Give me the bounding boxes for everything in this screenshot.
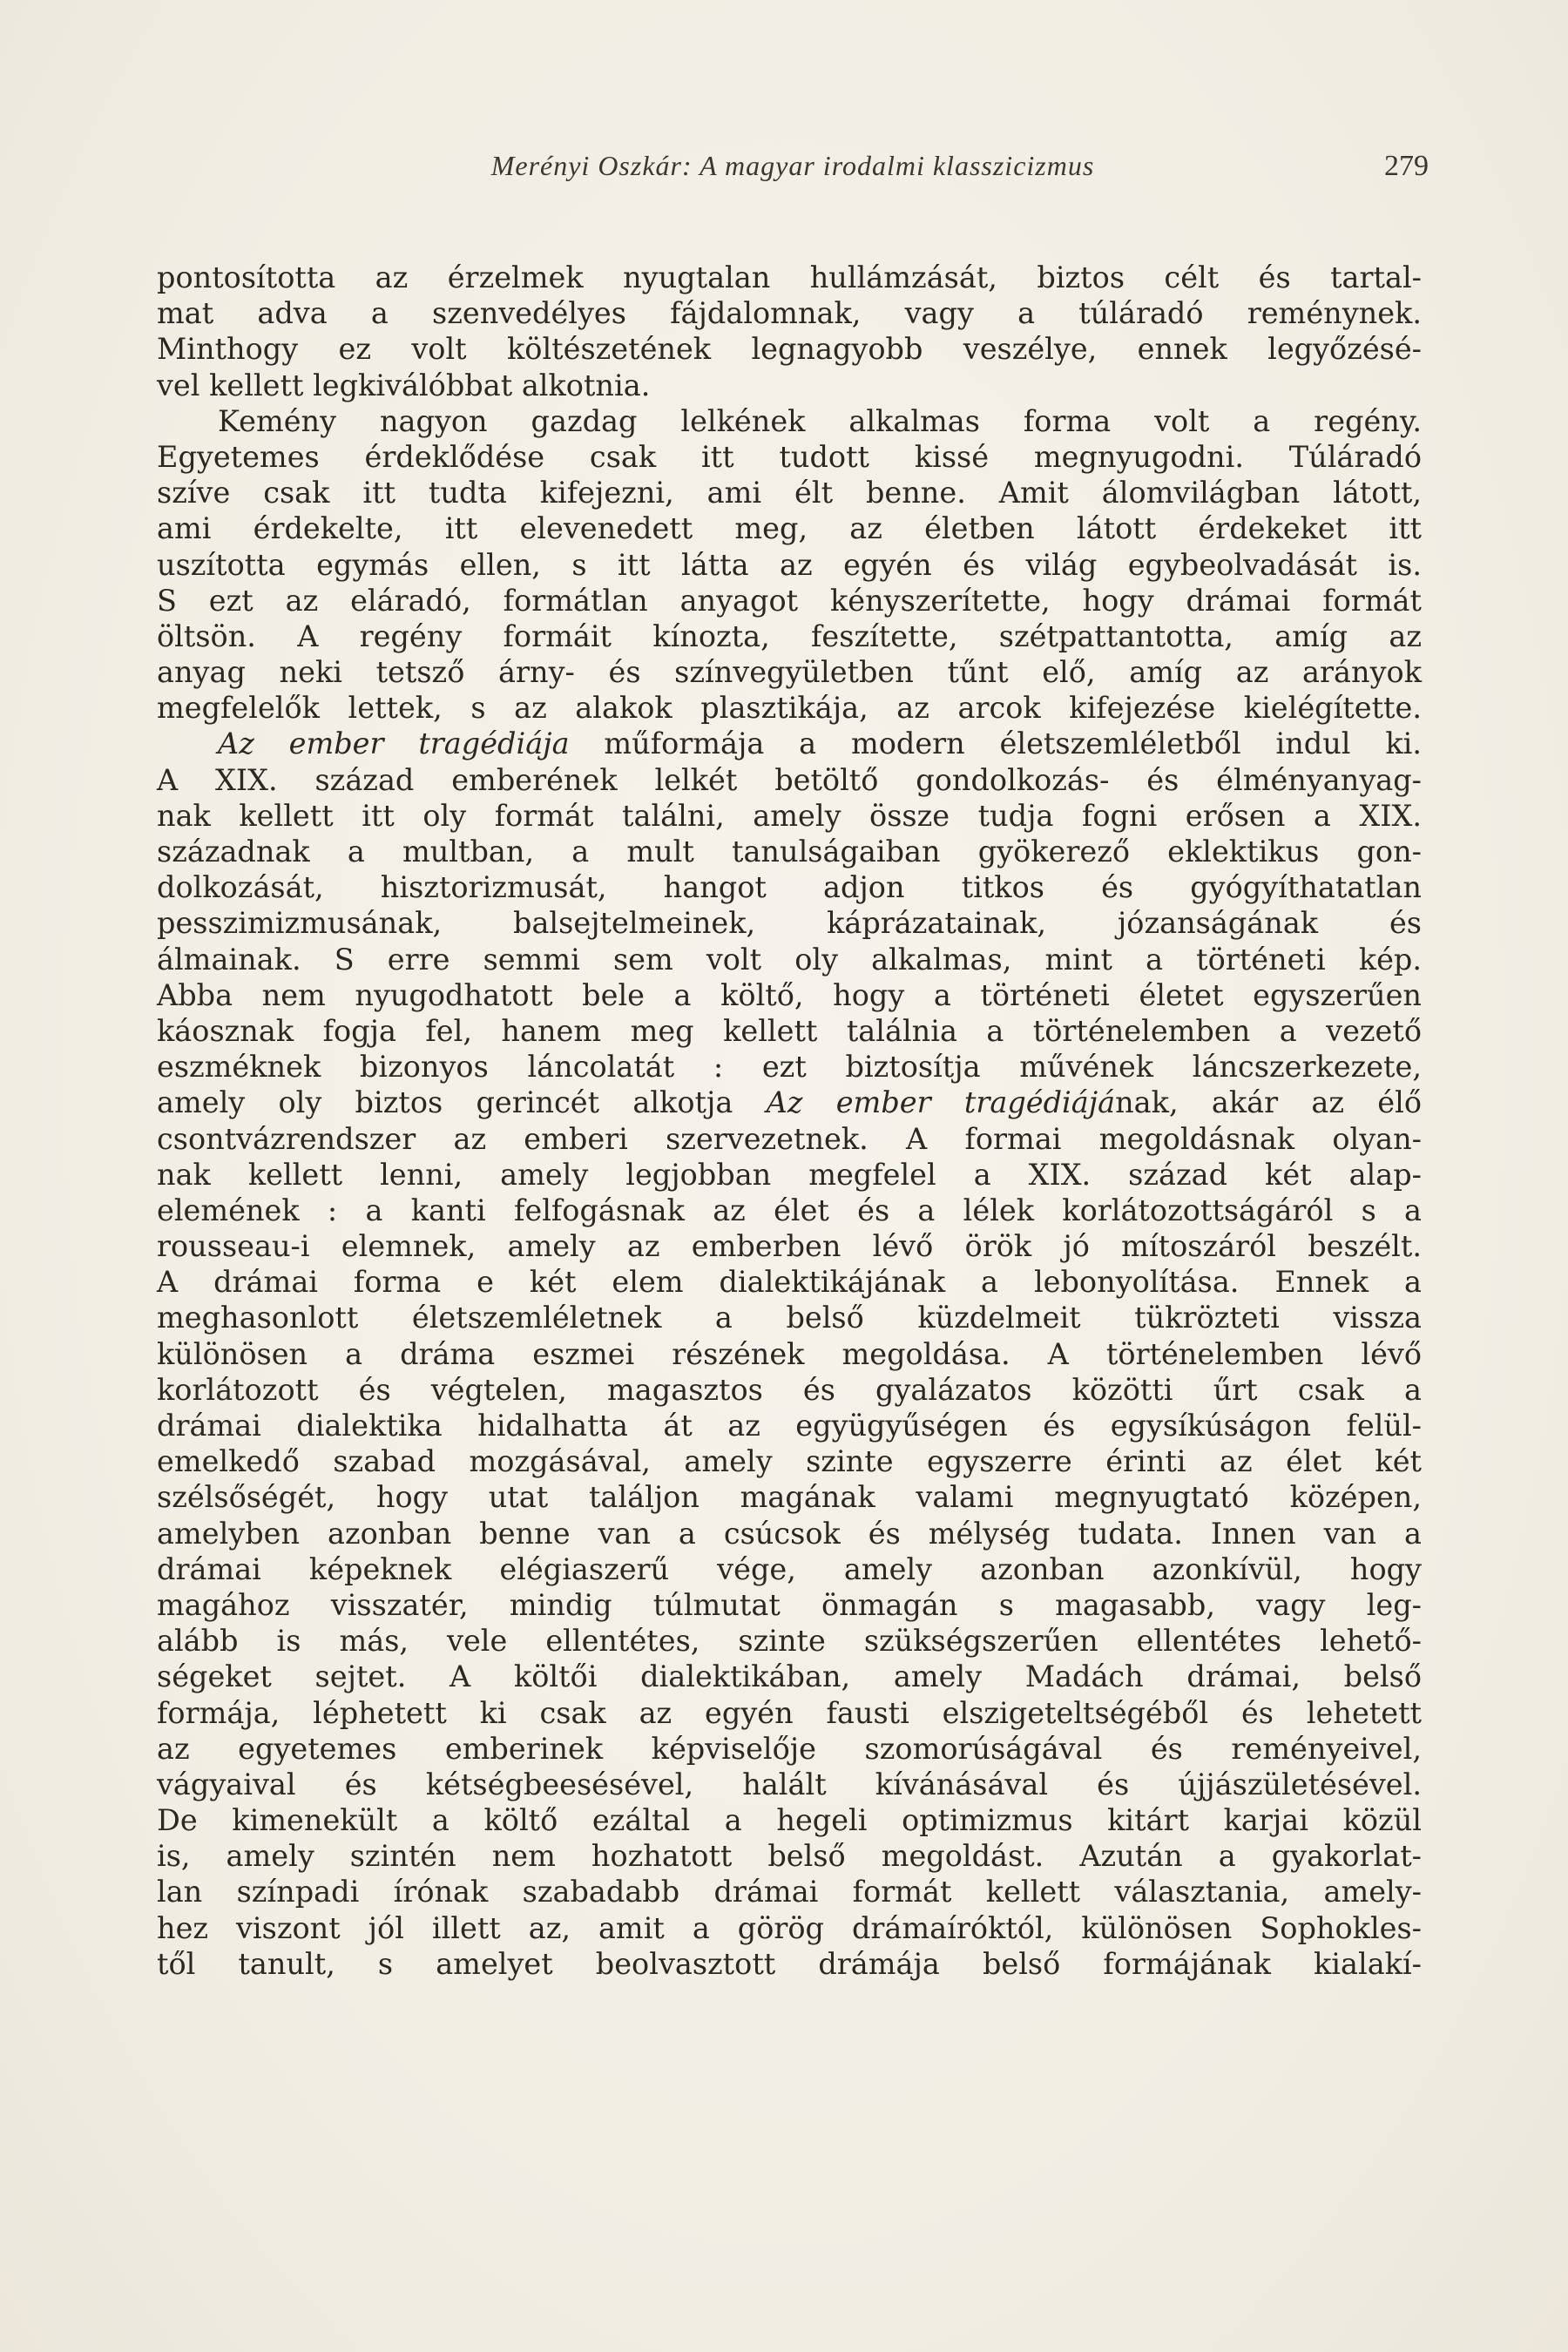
text-line: megfelelők lettek, s az alakok plasztikája, az arcok kifejezése kielégítette.	[157, 691, 1422, 726]
text-line: Egyetemes érdeklődése csak itt tudott kissé megnyugodni. Túláradó	[157, 439, 1422, 474]
text-line: hez viszont jól illett az, amit a görög drámaíróktól, különösen Sophokles-	[157, 1910, 1422, 1945]
text-line: drámai dialektika hidalhatta át az együgyűségen és egysíkúságon felül-	[157, 1409, 1422, 1443]
text-line: mat adva a szenvedélyes fájdalomnak, vagy a túláradó reménynek.	[157, 296, 1422, 331]
text-fragment: amely oly biztos gerincét alkotja	[157, 1085, 733, 1120]
running-head	[157, 150, 1429, 188]
text-line: A XIX. század emberének lelkét betöltő gondolkozás- és élményanyag-	[157, 762, 1422, 797]
text-line: formája, léphetett ki csak az egyén fausti elszigeteltségéből és lehetett	[157, 1695, 1422, 1730]
text-line: dolkozását, hisztorizmusát, hangot adjon titkos és gyógyíthatatlan	[157, 870, 1422, 905]
text-line: Abba nem nyugodhatott bele a költő, hogy a történeti életet egyszerűen	[157, 977, 1422, 1012]
text-line: öltsön. A regény formáit kínozta, feszítette, szétpattantotta, amíg az	[157, 618, 1422, 653]
text-line: lan színpadi írónak szabadabb drámai formát kellett választania, amely-	[157, 1875, 1422, 1909]
text-line: elemének : a kanti felfogásnak az élet és a lélek korlátozottságáról s a	[157, 1193, 1422, 1227]
text-line: Kemény nagyon gazdag lelkének alkalmas forma volt a regény.	[218, 403, 1422, 438]
text-line: anyag neki tetsző árny- és színvegyületben tűnt elő, amíg az arányok	[157, 655, 1422, 690]
text-line: A drámai forma e két elem dialektikájának a lebonyolítása. Ennek a	[157, 1265, 1422, 1300]
text-line-with-title	[157, 726, 1422, 761]
work-title-stem: Az ember tragédiáj	[766, 1085, 1098, 1120]
text-line: csontvázrendszer az emberi szervezetnek. A formai megoldásnak olyan-	[157, 1121, 1422, 1156]
text-line: vágyaival és kétségbeesésével, halált kívánásával és újjászületésével.	[157, 1767, 1422, 1801]
text-line: nak kellett lenni, amely legjobban megfelel a XIX. század két alap-	[157, 1157, 1422, 1192]
text-line: emelkedő szabad mozgásával, amely szinte egyszerre érinti az élet két	[157, 1444, 1422, 1479]
text-line: nak kellett itt oly formát találni, amely össze tudja fogni erősen a XIX.	[157, 798, 1422, 833]
text-line: az egyetemes emberinek képviselője szomorúságával és reményeivel,	[157, 1731, 1422, 1766]
text-line: századnak a multban, a mult tanulságaiban gyökerező eklektikus gon-	[157, 835, 1422, 868]
text-line: alább is más, vele ellentétes, szinte szükségszerűen ellentétes lehető-	[157, 1624, 1422, 1659]
text-line: különösen a dráma eszmei részének megoldása. A történelemben lévő	[157, 1336, 1422, 1371]
text-line: ami érdekelte, itt elevenedett meg, az életben látott érdekeket itt	[157, 511, 1422, 546]
text-line: Minthogy ez volt költészetének legnagyobb veszélye, ennek legyőzésé-	[157, 332, 1422, 367]
work-title-suffix: á	[1098, 1085, 1116, 1120]
text-line: korlátozott és végtelen, magasztos és gyalázatos közötti űrt csak a	[157, 1372, 1422, 1407]
text-line: is, amely szintén nem hozhatott belső megoldást. Azután a gyakorlat-	[157, 1839, 1422, 1874]
text-line: pontosította az érzelmek nyugtalan hullámzását, biztos célt és tartal-	[157, 260, 1422, 294]
text-line: álmainak. S erre semmi sem volt oly alkalmas, mint a történeti kép.	[157, 942, 1422, 977]
running-head-title: Merényi Oszkár: A magyar irodalmi klasszicizmus	[490, 150, 1095, 181]
work-title: Az ember tragédiája	[218, 727, 570, 761]
text-line: től tanult, s amelyet beolvasztott drámája belső formájának kialakí-	[157, 1946, 1422, 1981]
work-title-inflected	[767, 1085, 1115, 1119]
text-line: uszította egymás ellen, s itt látta az egyén és világ egybeolvadását is.	[157, 547, 1422, 582]
text-line: káosznak fogja fel, hanem meg kellett találnia a történelemben a vezető	[157, 1013, 1422, 1048]
page-number: 279	[1384, 150, 1429, 182]
text-line: rousseau-i elemnek, amely az emberben lévő örök jó mítoszáról beszélt.	[157, 1229, 1422, 1264]
text-line: szélsőségét, hogy utat találjon magának valami megnyugtató középen,	[157, 1480, 1422, 1515]
text-fragment: műformája a modern életszemléletből indul ki.	[604, 727, 1422, 761]
text-line: S ezt az eláradó, formátlan anyagot kényszerítette, hogy drámai formát	[157, 583, 1422, 618]
text-line: meghasonlott életszemléletnek a belső küzdelmeit tükrözteti vissza	[157, 1301, 1422, 1335]
text-line: vel kellett legkiválóbbat alkotnia.	[157, 368, 651, 402]
text-line: magához visszatér, mindig túlmutat önmagán s magasabb, vagy leg-	[157, 1587, 1422, 1622]
text-fragment: nak, akár az élő	[1115, 1085, 1422, 1120]
text-line: ségeket sejtet. A költői dialektikában, amely Madách drámai, belső	[157, 1659, 1422, 1694]
body-text	[157, 260, 1422, 1982]
text-line: amelyben azonban benne van a csúcsok és mélység tudata. Innen van a	[157, 1516, 1422, 1551]
text-line: De kimenekült a költő ezáltal a hegeli optimizmus kitárt karjai közül	[157, 1803, 1422, 1838]
text-line-with-title	[157, 1085, 1422, 1120]
text-line: drámai képeknek elégiaszerű vége, amely azonban azonkívül, hogy	[157, 1551, 1422, 1586]
text-line: eszméknek bizonyos láncolatát : ezt biztosítja művének láncszerkezete,	[157, 1050, 1422, 1085]
text-line: pesszimizmusának, balsejtelmeinek, káprázatainak, józanságának és	[157, 906, 1422, 941]
text-line: szíve csak itt tudta kifejezni, ami élt benne. Amit álomvilágban látott,	[157, 476, 1422, 510]
